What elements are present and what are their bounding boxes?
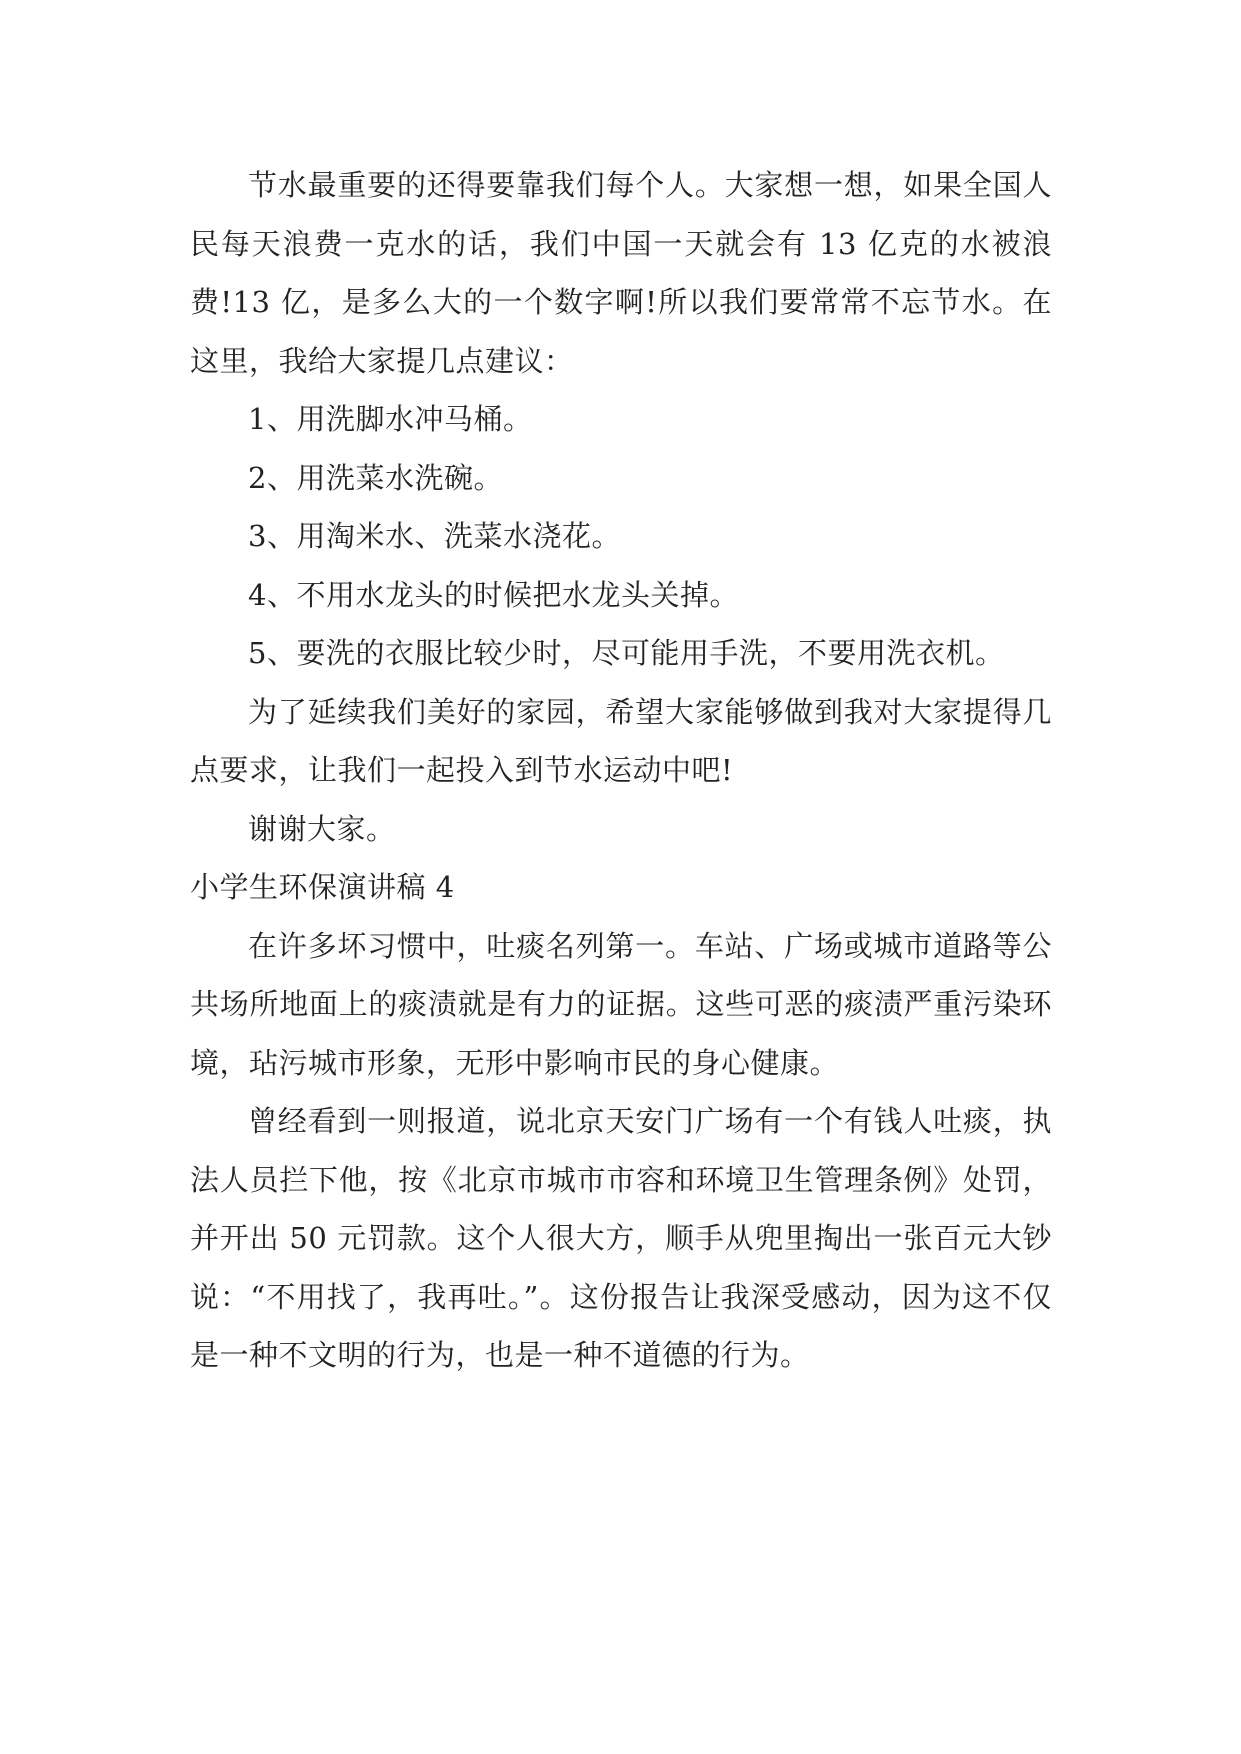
paragraph-spitting-habit: 在许多坏习惯中，吐痰名列第一。车站、广场或城市道路等公共场所地面上的痰渍就是有力的证据。这些可恶的痰渍严重污染环境，玷污城市形象，无形中影响市民的身心健康。 bbox=[190, 928, 1052, 1080]
paragraph-thanks: 谢谢大家。 bbox=[248, 811, 396, 846]
section-title: 小学生环保演讲稿 4 bbox=[190, 870, 455, 904]
paragraph-water-saving-intro: 节水最重要的还得要靠我们每个人。大家想一想，如果全国人民每天浪费一克水的话，我们中国一天就会有 13 亿克的水被浪费!13 亿，是多么大的一个数字啊!所以我们要常常不忘节水。在这里，我给大家提几点建议： bbox=[190, 168, 1052, 378]
suggestion-item-5: 5、要洗的衣服比较少时，尽可能用手洗，不要用洗衣机。 bbox=[248, 636, 1005, 670]
paragraph-call-to-action: 为了延续我们美好的家园，希望大家能够做到我对大家提得几点要求，让我们一起投入到节水运动中吧! bbox=[190, 694, 1052, 787]
document-body bbox=[190, 156, 1052, 1385]
suggestion-item-4: 4、不用水龙头的时候把水龙头关掉。 bbox=[248, 577, 739, 612]
suggestion-item-3: 3、用淘米水、洗菜水浇花。 bbox=[248, 519, 621, 553]
paragraph-news-report: 曾经看到一则报道，说北京天安门广场有一个有钱人吐痰，执法人员拦下他，按《北京市城市市容和环境卫生管理条例》处罚，并开出 50 元罚款。这个人很大方，顺手从兜里掏出一张百元大钞说：“不用找了，我再吐。”。这份报告让我深受感动，因为这不仅是一种不文明的行为，也是一种不道德的行为。 bbox=[190, 1104, 1052, 1372]
suggestion-item-1: 1、用洗脚水冲马桶。 bbox=[248, 402, 533, 436]
suggestion-item-2: 2、用洗菜水洗碗。 bbox=[248, 460, 503, 495]
